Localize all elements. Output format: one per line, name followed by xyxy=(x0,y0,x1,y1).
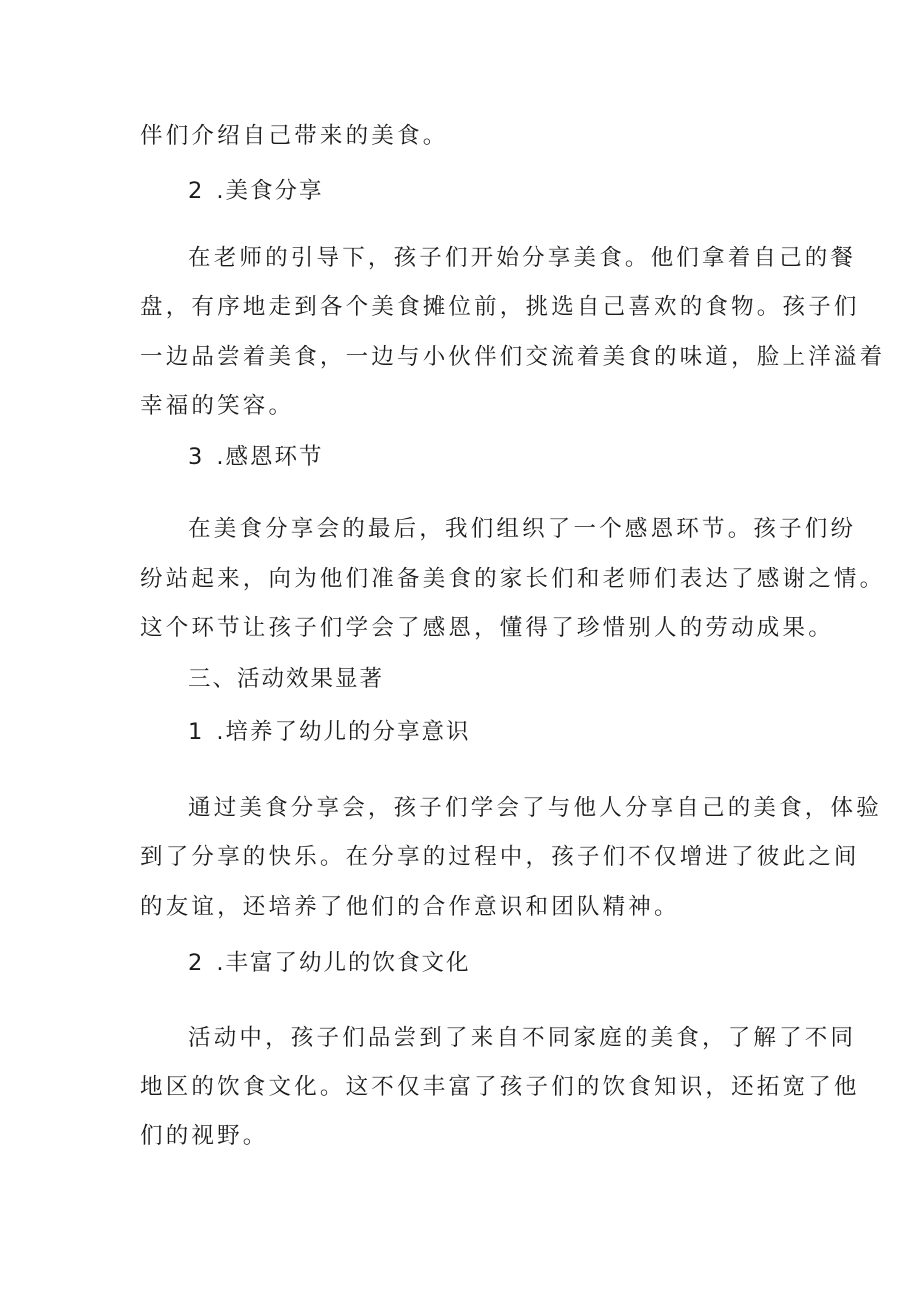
paragraph-line: 地区的饮食文化。这不仅丰富了孩子们的饮食知识，还拓宽了他 xyxy=(140,1074,860,1100)
subheading-sharing-awareness xyxy=(188,717,470,747)
paragraph-line: 伴们介绍自己带来的美食。 xyxy=(140,123,449,149)
paragraph-line: 们的视野。 xyxy=(140,1123,269,1149)
paragraph-line: 幸福的笑容。 xyxy=(140,393,295,419)
subheading-text: .培养了幼儿的分享意识 xyxy=(216,719,471,745)
paragraph-line: 盘，有序地走到各个美食摊位前，挑选自己喜欢的食物。孩子们 xyxy=(140,294,860,320)
subheading-food-culture xyxy=(188,948,470,978)
subheading-number: 2 xyxy=(188,950,203,976)
subheading-text: .美食分享 xyxy=(216,178,324,204)
paragraph-line: 这个环节让孩子们学会了感恩，懂得了珍惜别人的劳动成果。 xyxy=(140,615,834,641)
subheading-text: .感恩环节 xyxy=(216,444,324,470)
paragraph-line: 纷站起来，向为他们准备美食的家长们和老师们表达了感谢之情。 xyxy=(140,566,886,592)
subheading-number: 3 xyxy=(188,444,203,470)
subheading-number: 1 xyxy=(188,719,203,745)
subheading-food-sharing xyxy=(188,176,323,206)
paragraph-line: 一边品尝着美食，一边与小伙伴们交流着美食的味道，脸上洋溢着 xyxy=(140,344,886,370)
subheading-number: 2 xyxy=(188,178,203,204)
paragraph-line: 通过美食分享会，孩子们学会了与他人分享自己的美食，体验 xyxy=(188,795,882,821)
paragraph-line: 在美食分享会的最后，我们组织了一个感恩环节。孩子们纷 xyxy=(188,516,857,542)
paragraph-line: 在老师的引导下，孩子们开始分享美食。他们拿着自己的餐 xyxy=(188,245,857,271)
subheading-text: .丰富了幼儿的饮食文化 xyxy=(216,950,471,976)
paragraph-line: 活动中，孩子们品尝到了来自不同家庭的美食，了解了不同 xyxy=(188,1025,857,1051)
subheading-gratitude xyxy=(188,442,323,472)
section-heading: 三、活动效果显著 xyxy=(188,666,385,692)
paragraph-line: 到了分享的快乐。在分享的过程中，孩子们不仅增进了彼此之间 xyxy=(140,844,860,870)
paragraph-line: 的友谊，还培养了他们的合作意识和团队精神。 xyxy=(140,894,680,920)
